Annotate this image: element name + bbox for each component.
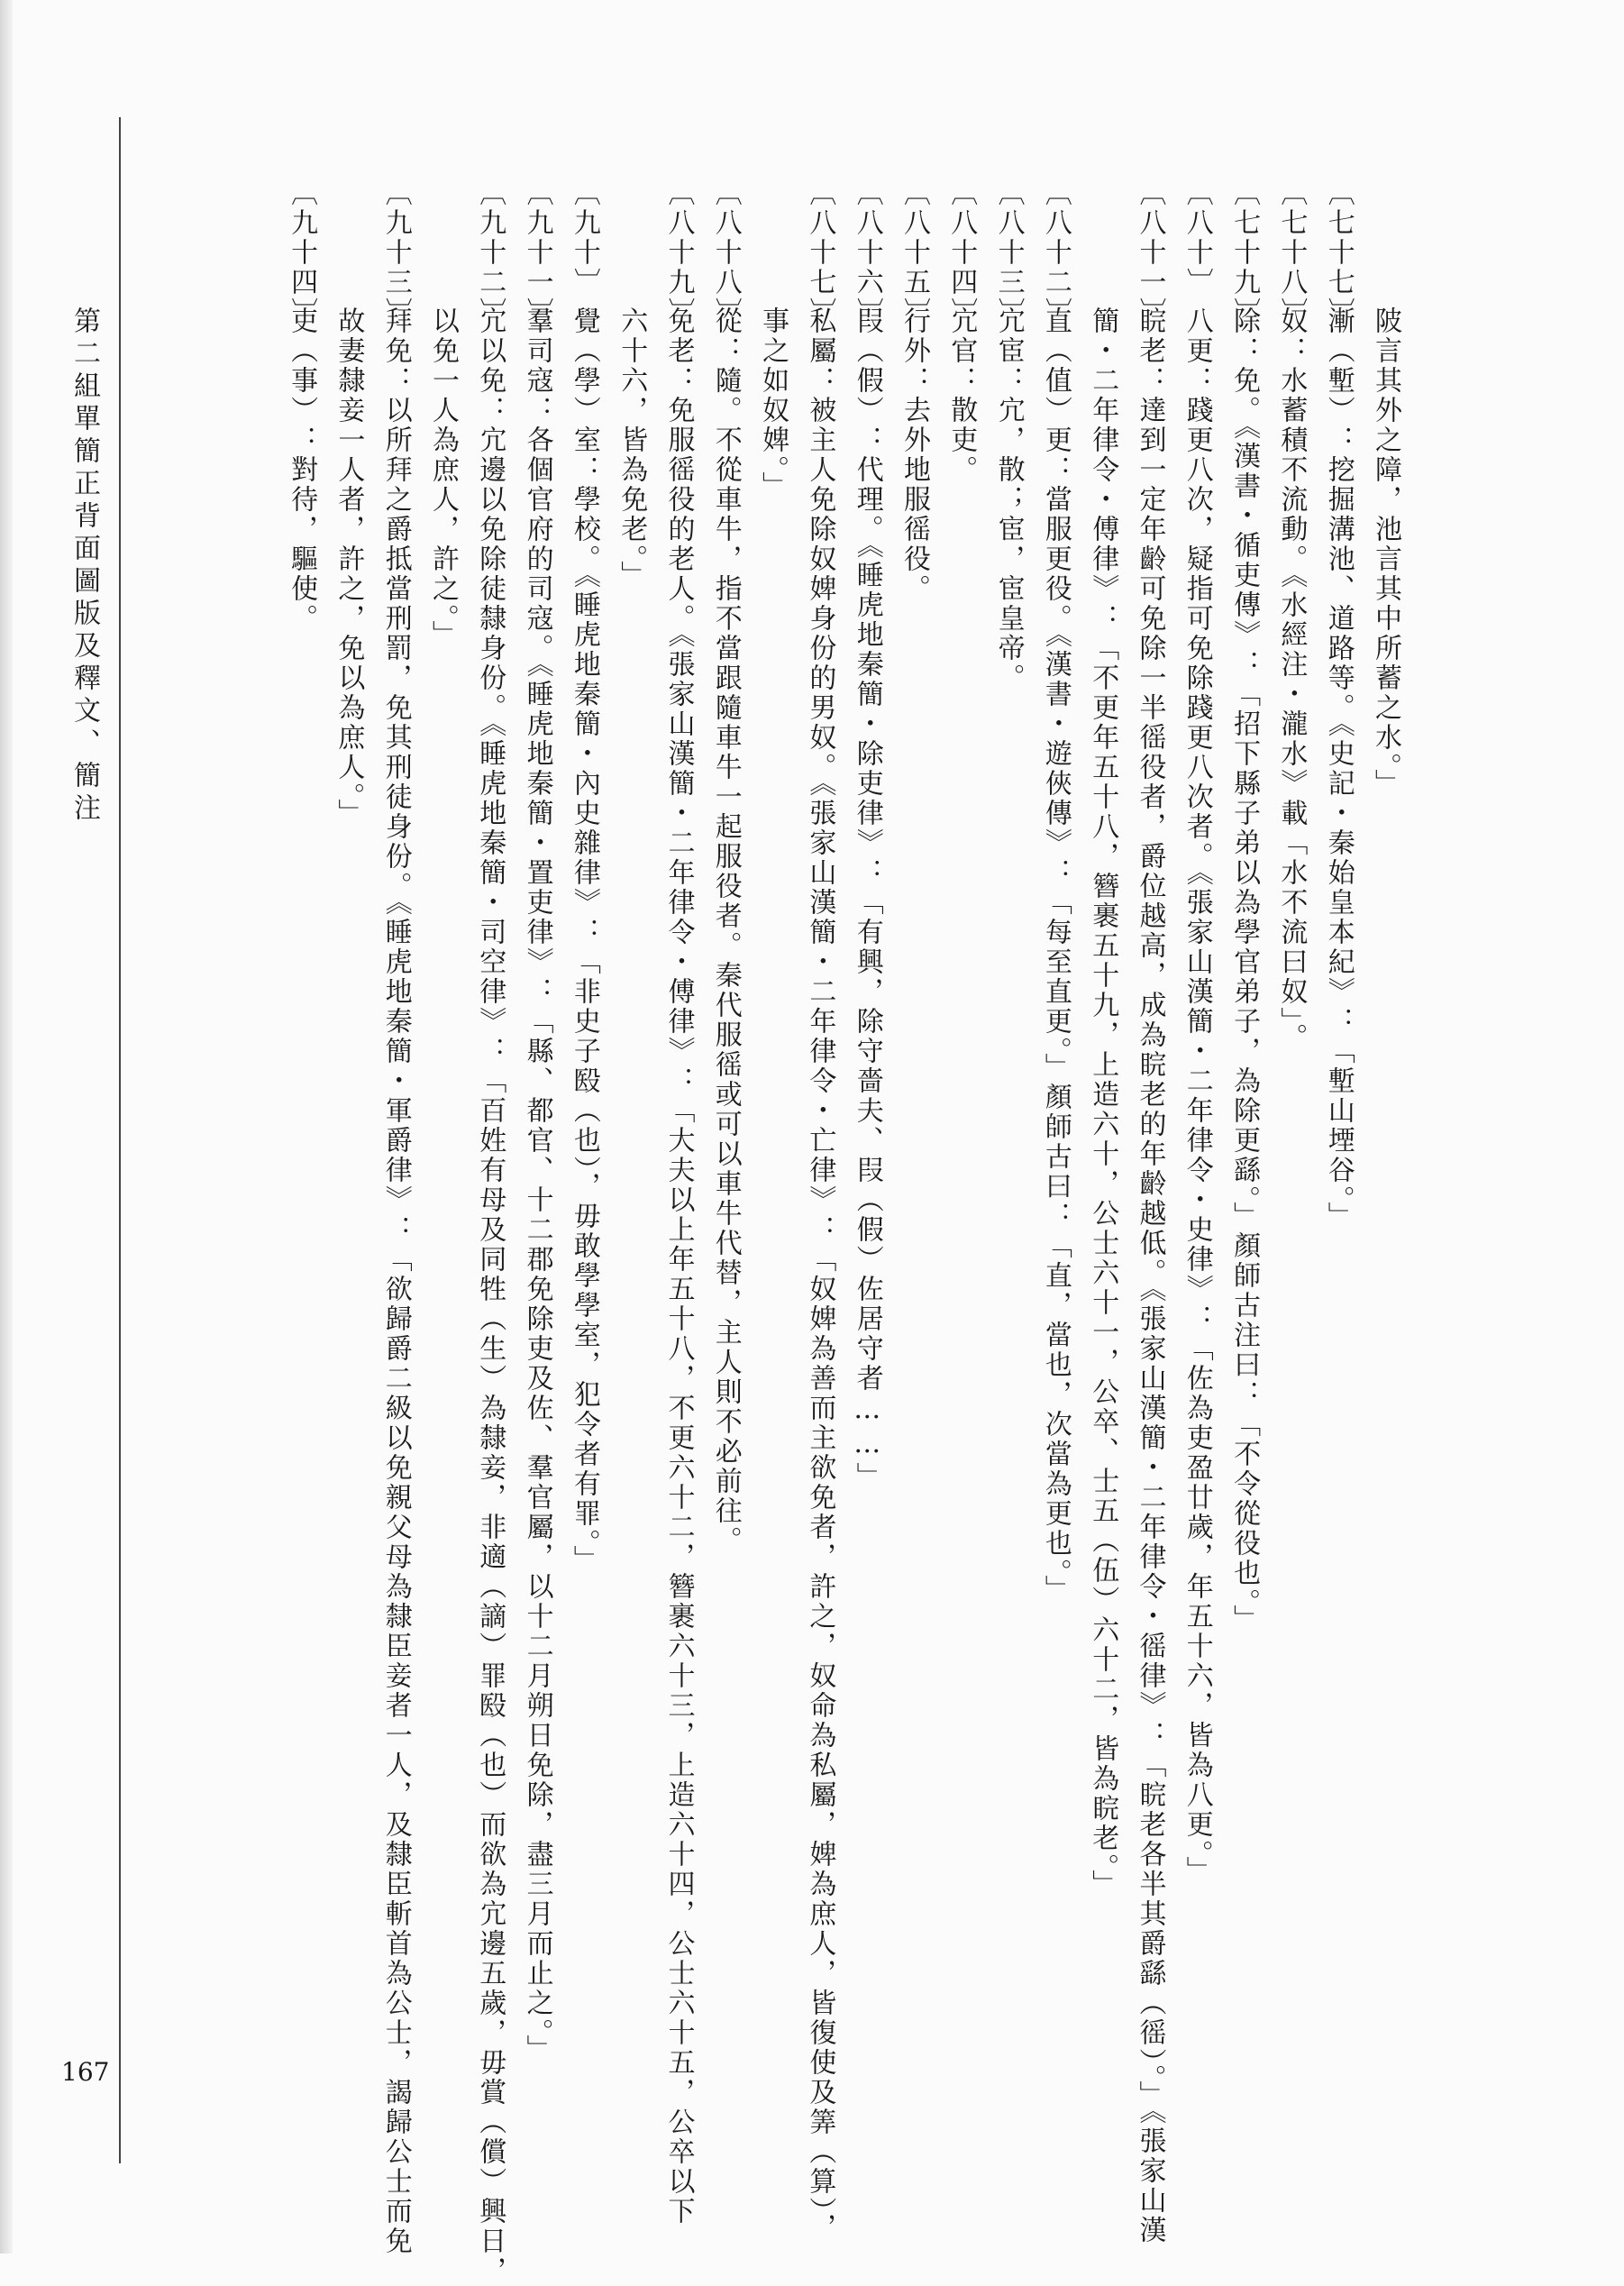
running-head: 第二組單簡正背面圖版及釋文、簡注 (68, 306, 100, 826)
margin-rule (119, 117, 121, 2163)
note-number: 〔八十三〕 (992, 178, 1025, 327)
note-text: 免老：免服徭役的老人。《張家山漢簡・二年律令・傅律》：「大夫以上年五十八，不更六十二，簪裹六十三，上造六十四，公士六十五，公卒以下 (662, 306, 695, 2227)
page-gutter (0, 0, 13, 2254)
note-number: 〔八十四〕 (945, 178, 978, 327)
note-text: 陂言其外之障，池言其中所蓄之水。」 (1370, 306, 1401, 799)
note-number: 〔八十〕 (1181, 178, 1213, 297)
note-number: 〔八十九〕 (662, 178, 695, 327)
note-text: 奴：水蓄積不流動。《水經注・瀧水》載「水不流曰奴」。 (1275, 306, 1308, 1053)
note-number: 〔八十二〕 (1039, 178, 1072, 327)
note-text: 睆老：達到一定年齡可免除一半徭役者，爵位越高，成為睆老的年齡越低。《張家山漢簡・二年律令・徭律》：「睆老各半其爵繇（徭）。」《張家山漢 (1134, 306, 1166, 2245)
note-text: 吏（事）：對待，驅使。 (286, 306, 318, 634)
note-text: 宂以免：宂邊以免除徒隸身份。《睡虎地秦簡・司空律》：「百姓有母及同牲（生）為隸妾，非適（謫）罪殹（也）而欲為宂邊五歲，毋賞（償）興日， (474, 306, 506, 2286)
note-number: 〔九十二〕 (474, 178, 506, 327)
note-text: 直（值）更：當服更役。《漢書・遊俠傳》：「每至直更。」顏師古曰：「直，當也，次當為更也。」 (1039, 306, 1072, 1605)
note-text: 行外：去外地服徭役。 (899, 306, 930, 604)
note-number: 〔八十七〕 (804, 178, 836, 327)
note-text: 覺（學）室：學校。《睡虎地秦簡・內史雜律》：「非史子殹（也），毋敢學學室，犯令者有罪。」 (568, 306, 600, 1575)
note-number: 〔八十六〕 (851, 178, 883, 327)
note-text: 簡・二年律令・傅律》：「不更年五十八，簪裹五十九，上造六十，公士六十一，公卒、士五（伍）六十二，皆為睆老。」 (1087, 306, 1119, 1899)
note-number: 〔七十九〕 (1228, 178, 1261, 327)
note-text: 漸（塹）：挖掘溝池、道路等。《史記・秦始皇本紀》：「塹山堙谷。」 (1322, 306, 1355, 1231)
note-number: 〔八十一〕 (1134, 178, 1166, 327)
note-text: 以免一人為庶人，許之。」 (427, 306, 459, 650)
note-text: 拜免：以所拜之爵抵當刑罰，免其刑徒身份。《睡虎地秦簡・軍爵律》：「欲歸爵二級以免親父母為隸臣妾者一人，及隸臣斬首為公士，謁歸公士而免 (379, 306, 412, 2256)
note-text: 從：隨。不從車牛，指不當跟隨車牛一起服役者。秦代服徭或可以車牛代替，主人則不必前往。 (709, 306, 742, 1556)
note-number: 〔八十八〕 (709, 178, 742, 327)
note-number: 〔九十四〕 (286, 178, 318, 327)
note-text: 叚（假）：代理。《睡虎地秦簡・除吏律》：「有興，除守嗇夫、叚（假）佐居守者……」 (851, 306, 883, 1492)
note-number: 〔九十〕 (568, 178, 600, 297)
page-number: 167 (61, 2057, 110, 2087)
note-text: 事之如奴婢。」 (757, 306, 789, 501)
note-text: 六十六，皆為免老。」 (616, 306, 648, 590)
note-number: 〔七十八〕 (1275, 178, 1308, 327)
note-text: 宂宦：宂，散；宦，宦皇帝。 (992, 306, 1025, 693)
note-text: 八更：踐更八次，疑指可免除踐更八次者。《張家山漢簡・二年律令・史律》：「佐為吏盈廿歲，年五十六，皆為八更。」 (1181, 306, 1213, 1886)
note-text: 宂官：散吏。 (945, 306, 978, 485)
note-text: 故妻隸妾一人者，許之，免以為庶人。」 (333, 306, 365, 828)
note-number: 〔七十七〕 (1322, 178, 1355, 327)
note-number: 〔九十一〕 (521, 178, 553, 327)
note-text: 私屬：被主人免除奴婢身份的男奴。《張家山漢簡・二年律令・亡律》：「奴婢為善而主欲免者，許之，奴命為私屬，婢為庶人，皆復使及筭（算）， (804, 306, 836, 2243)
note-text: 羣司寇：各個官府的司寇。《睡虎地秦簡・置吏律》：「縣、都官、十二郡免除吏及佐、羣官屬，以十二月朔日免除，盡三月而止之。」 (521, 306, 553, 2064)
note-text: 除：免。《漢書・循吏傳》：「招下縣子弟以為學官弟子，為除更繇。」顏師古注曰：「不令從役也。」 (1228, 306, 1261, 1634)
note-number: 〔九十三〕 (379, 178, 412, 327)
note-number: 〔八十五〕 (899, 178, 930, 327)
